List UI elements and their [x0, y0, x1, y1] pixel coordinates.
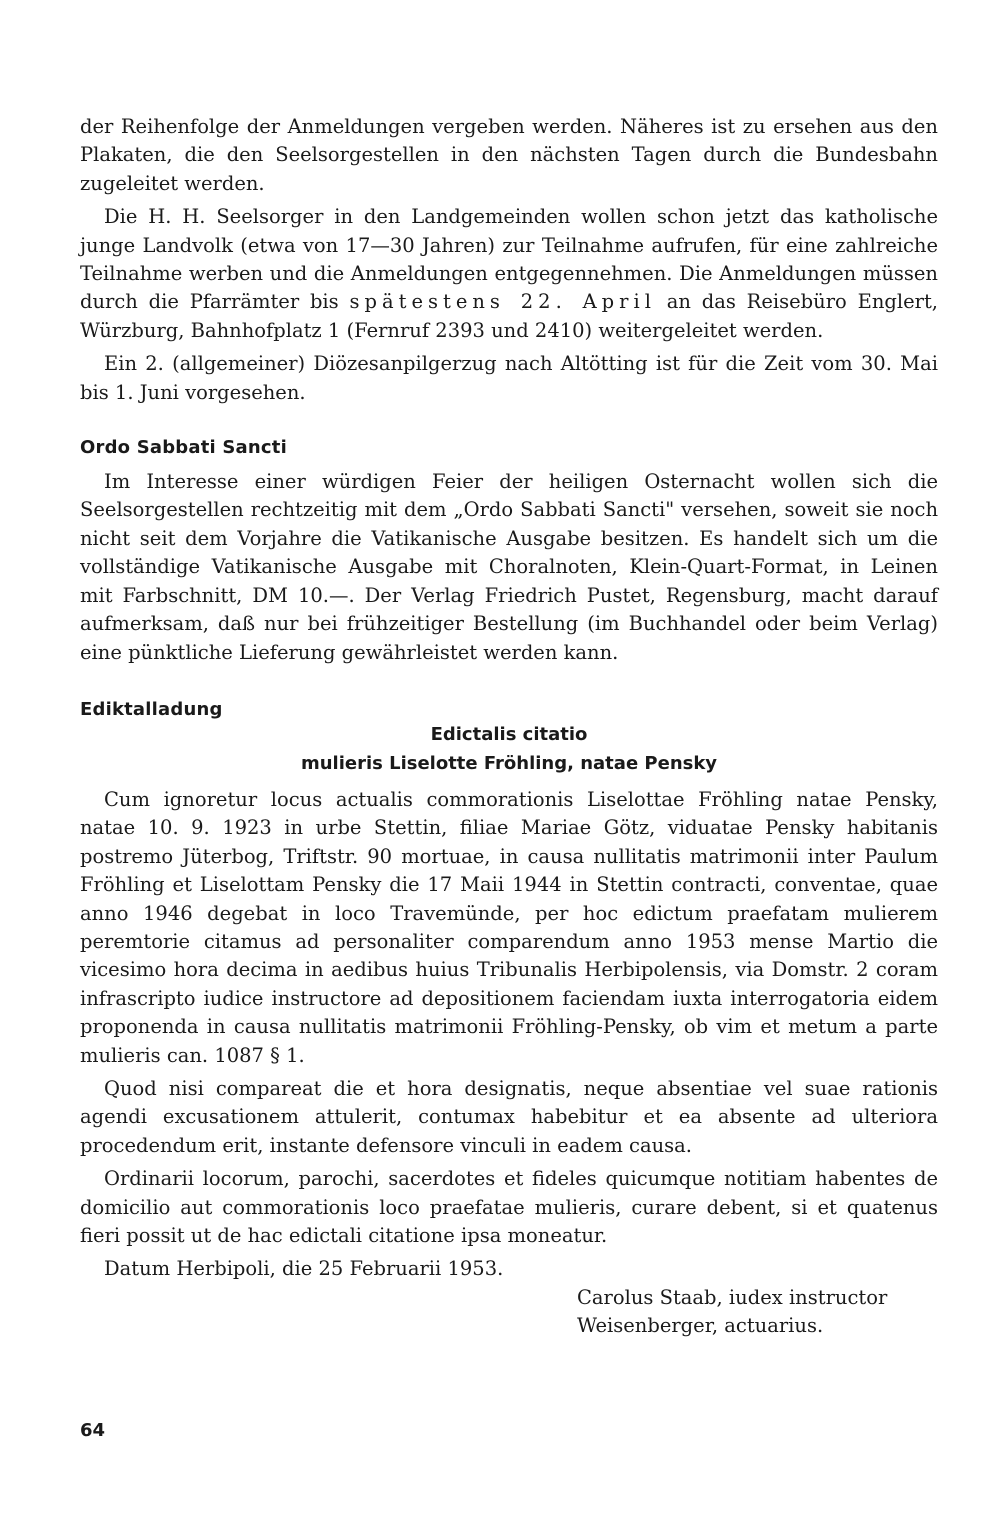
paragraph: Im Interesse einer würdigen Feier der heiligen Osternacht wollen sich die Seelsorgestellen rechtzeitig mit dem „Ordo Sabbati Sancti" versehen, soweit sie noch nicht seit dem Vorjahre die Vatikanische Ausgabe besitzen. Es handelt sich um die vollständige Vatikanische Ausgabe mit Choralnoten, Klein-Quart-Format, in Leinen mit Farbschnitt, DM 10.—. Der Verlag Friedrich Pustet, Regensburg, macht darauf aufmerksam, daß nur bei frühzeitiger Bestellung (im Buchhandel oder beim Verlag) eine pünktliche Lieferung gewährleistet werden kann. [80, 470, 938, 664]
section-heading: Ediktalladung [80, 698, 223, 720]
text-run: Die H. H. Seelsorger in den Landgemeinden wollen schon jetzt das katholische junge Landvolk (etwa von 17—30 Jahren) zur Teilnahme aufrufen, für eine zahlreiche Teilnahme werben und die Anmeldungen entgegennehmen. Die Anmeldungen müssen durch die Pfarrämter bis [80, 205, 938, 314]
text-run: an das Reisebüro Englert, Würzburg, Bahnhofplatz 1 (Fernruf 2393 und 2410) weitergeleitet werden. [80, 290, 938, 342]
signature-line: Carolus Staab, iudex instructor [577, 1285, 888, 1309]
paragraph [80, 203, 938, 345]
paragraph: Quod nisi compareat die et hora designatis, neque absentiae vel suae rationis agendi excusationem attulerit, contumax habebitur et ea absente ad ulteriora procedendum erit, instante defensore vinculi in eadem causa. [80, 1076, 938, 1157]
page-content [80, 113, 938, 1341]
spaced-text: spätestens 22. April [349, 290, 656, 314]
paragraph: Ein 2. (allgemeiner) Diözesanpilgerzug nach Altötting ist für die Zeit vom 30. Mai bis 1. Juni vorgesehen. [80, 352, 938, 404]
paragraph: Cum ignoretur locus actualis commorationis Liselottae Fröhling natae Pensky, natae 10. 9. 1923 in urbe Stettin, filiae Mariae Götz, viduatae Pensky habitanis postremo Jüterbog, Triftstr. 90 mortuae, in causa nullitatis matrimonii inter Paulum Fröhling et Liselottam Pensky die 17 Maii 1944 in Stettin contracti, conventae, quae anno 1946 degebat in loco Travemünde, per hoc edictum praefatam mulierem peremtorie citamus ad personaliter comparendum anno 1953 mense Martio die vicesimo hora decima in aedibus huius Tribunalis Herbipolensis, via Domstr. 2 coram infrascripto iudice instructore ad depositionem faciendam iuxta interrogatoria eidem proponenda in causa nullitatis matrimonii Fröhling-Pensky, ob vim et metum a parte mulieris can. 1087 § 1. [80, 787, 938, 1067]
paragraph: der Reihenfolge der Anmeldungen vergeben werden. Näheres ist zu ersehen aus den Plakaten, die den Seelsorgestellen in den nächsten Tagen durch die Bundesbahn zugeleitet werden. [80, 115, 938, 195]
signature-line: Weisenberger, actuarius. [577, 1314, 824, 1338]
paragraph: Ordinarii locorum, parochi, sacerdotes et fideles quicumque notitiam habentes de domicilio aut commorationis loco praefatae mulieris, curare debent, si et quatenus fieri possit ut de hac edictali citatione ipsa moneatur. [80, 1167, 938, 1247]
citation-subtitle: mulieris Liselotte Fröhling, natae Pensky [300, 752, 718, 774]
page-number: 64 [80, 1420, 106, 1441]
date-line: Datum Herbipoli, die 25 Februarii 1953. [104, 1257, 504, 1281]
citation-title: Edictalis citatio [430, 723, 588, 745]
section-heading: Ordo Sabbati Sancti [80, 437, 287, 459]
